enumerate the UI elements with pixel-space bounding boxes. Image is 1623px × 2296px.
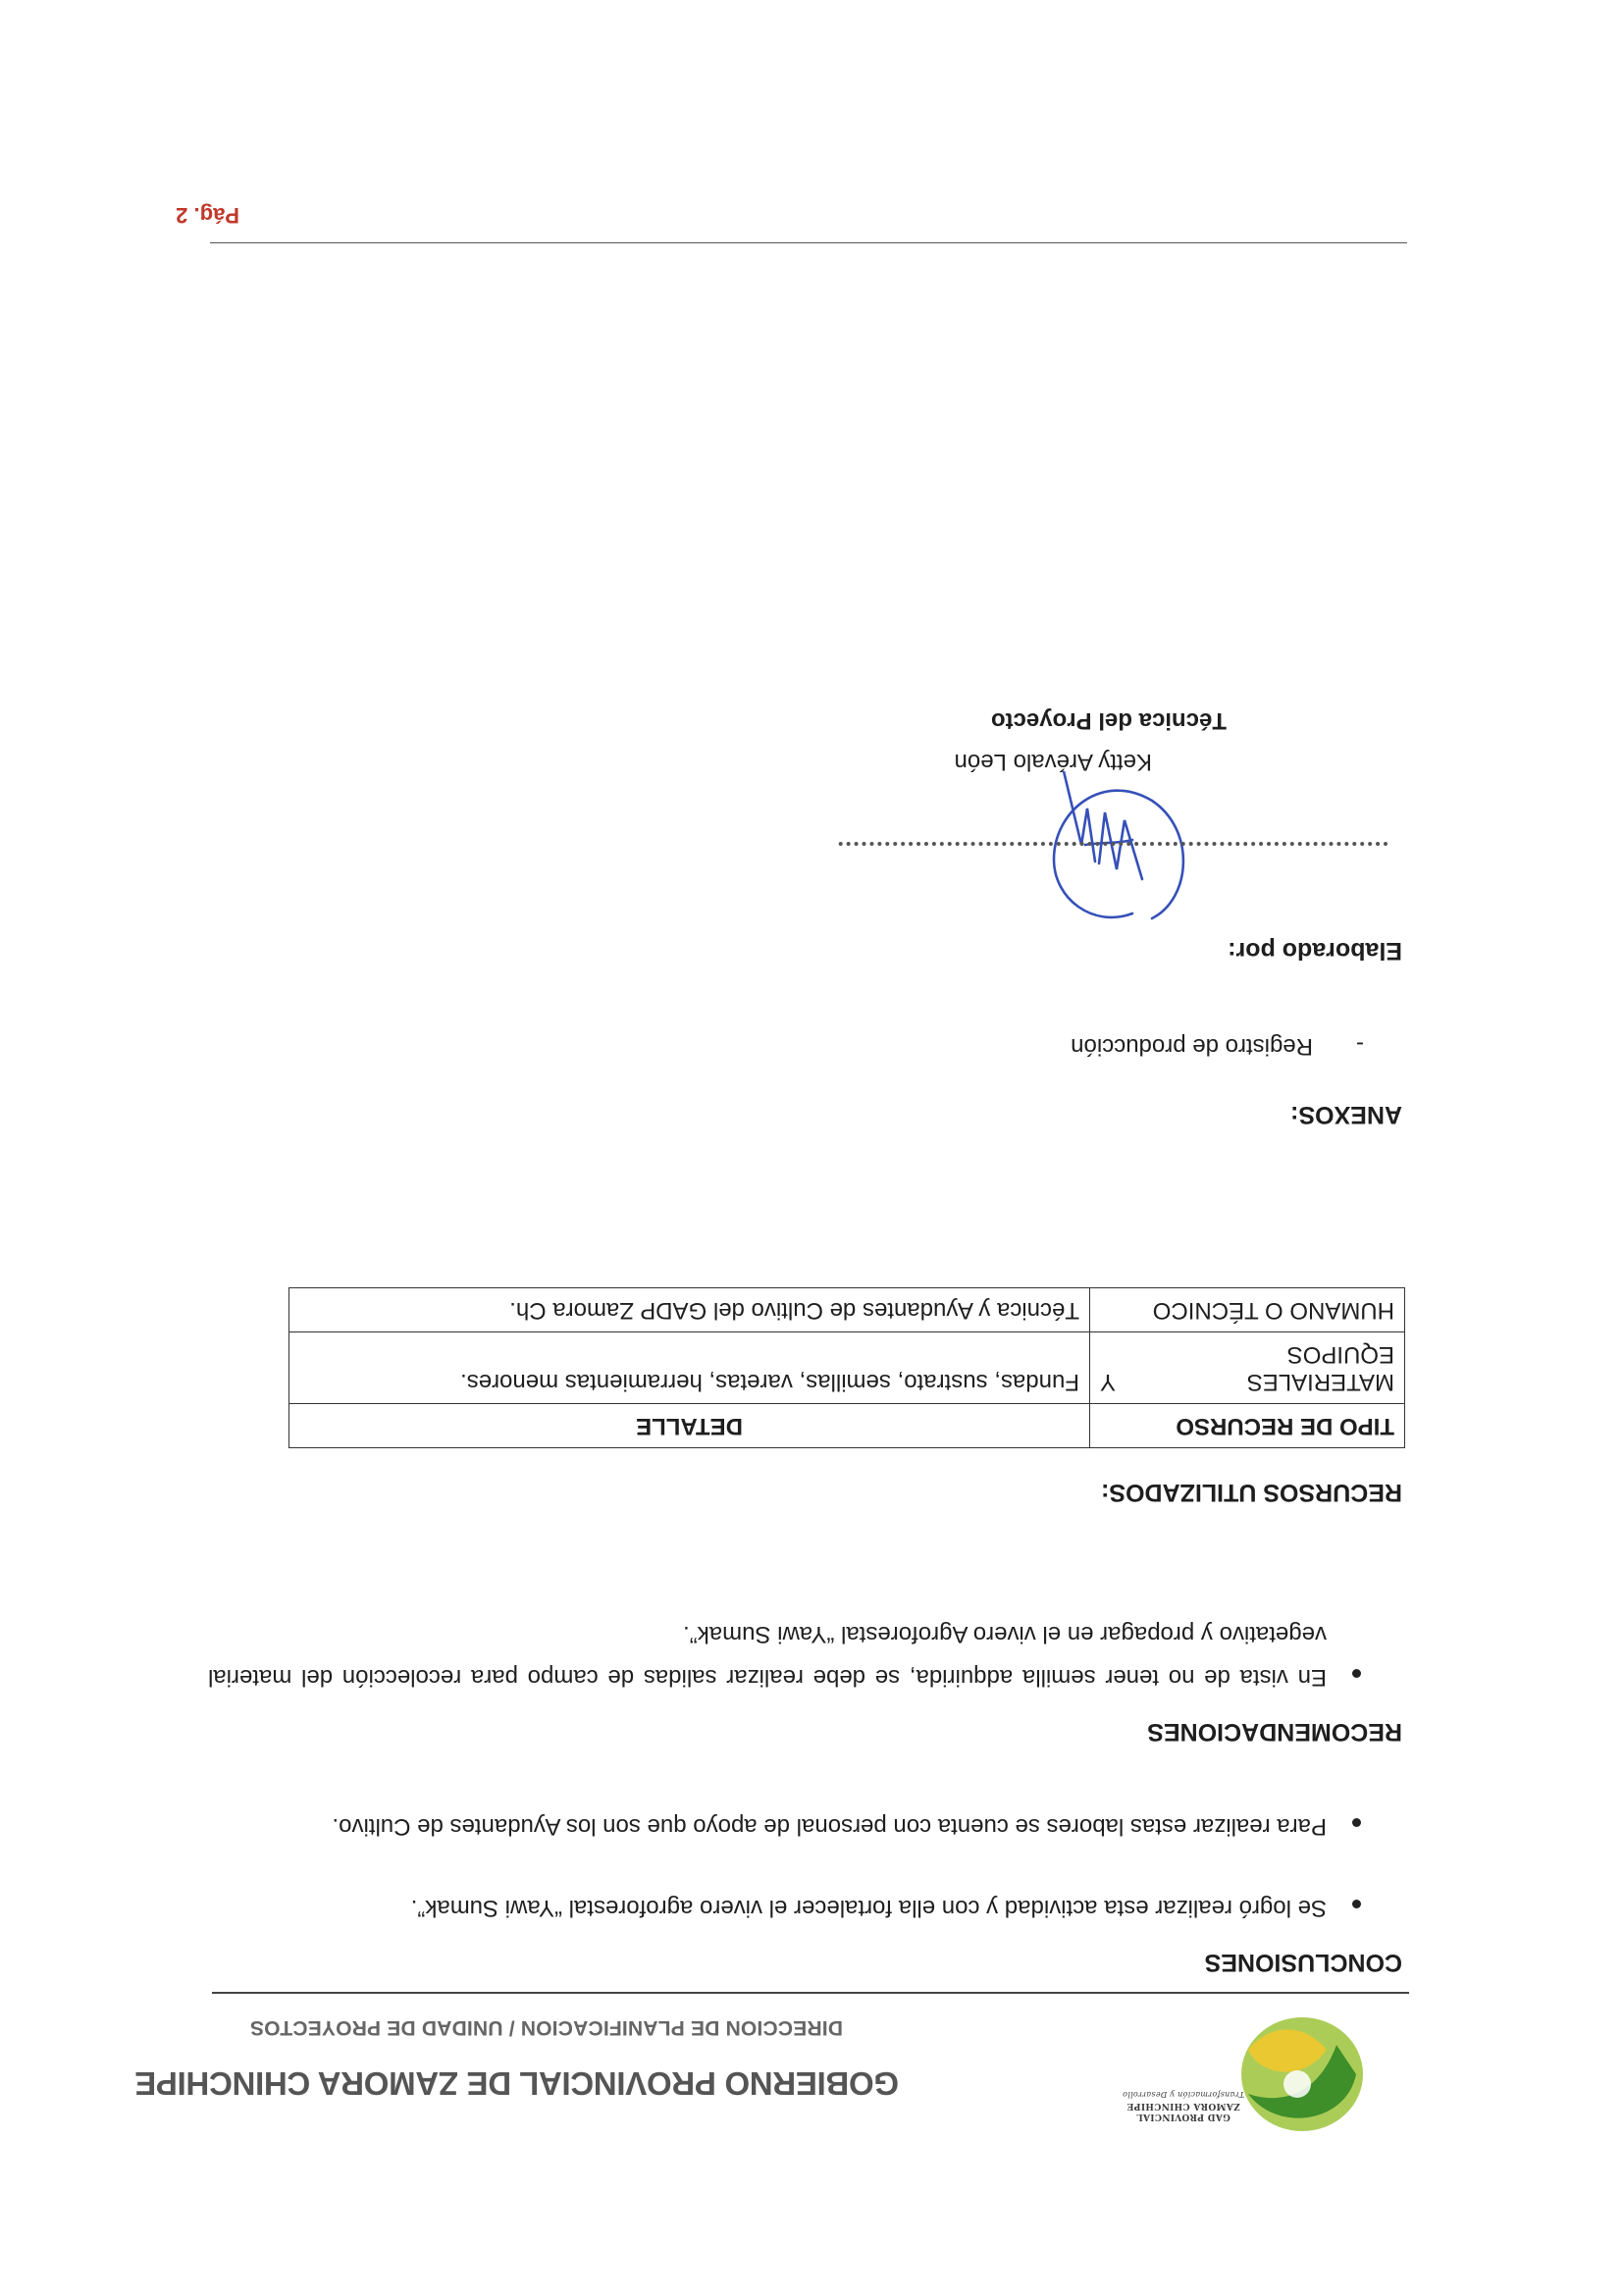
tipo-line-2: EQUIPOS [1286, 1341, 1394, 1368]
bullet-icon [1352, 1900, 1361, 1908]
column-header-tipo: TIPO DE RECURSO [1090, 1404, 1405, 1448]
recommendation-item-1: En vista de no tener semilla adquirida, se debe realizar salidas de campo para recolección del material vegetativo y propagar en el vivero Agroforestal “Yawi Sumak”. [208, 1621, 1327, 1691]
logo-line-3: Transformación y Desarrollo [1122, 2090, 1245, 2099]
detalle-cell: Técnica y Ayudantes de Cultivo del GADP Zamora Ch. [289, 1288, 1090, 1332]
anexo-dash: - [1356, 1031, 1364, 1058]
signature-image [1024, 771, 1211, 938]
footer-divider [210, 242, 1407, 243]
tipo-y: Y [1100, 1369, 1117, 1395]
bullet-icon [1352, 1818, 1361, 1827]
recomendaciones-heading: RECOMENDACIONES [1147, 1718, 1402, 1746]
recursos-table [288, 1287, 1405, 1448]
government-title: GOBIERNO PROVINCIAL DE ZAMORA CHINCHIPE [134, 2065, 899, 2102]
page-number: Pág. 2 [176, 203, 239, 228]
tipo-cell [1090, 1332, 1405, 1404]
elaborado-por-label: Elaborado por: [1228, 937, 1402, 965]
anexo-item-1: Registro de producción [1071, 1033, 1313, 1060]
tipo-cell: HUMANO O TÉCNICO [1090, 1288, 1405, 1332]
column-header-detalle: DETALLE [289, 1404, 1090, 1448]
header-divider [212, 1992, 1409, 1994]
conclusiones-heading: CONCLUSIONES [1204, 1949, 1402, 1976]
logo-line-2: ZAMORA CHINCHIPE [1126, 2101, 1240, 2111]
conclusion-item-2: Para realizar estas labores se cuenta con personal de apoyo que son los Ayudantes de Cultivo. [332, 1813, 1327, 1840]
gad-logo [1229, 1996, 1395, 2143]
table-row [289, 1288, 1405, 1332]
recursos-heading: RECURSOS UTILIZADOS: [1101, 1479, 1402, 1506]
conclusion-item-1: Se logró realizar esta actividad y con ella fortalecer el vivero agroforestal “Yawi Sumak”. [410, 1895, 1327, 1921]
table-row [289, 1332, 1405, 1404]
table-header-row [289, 1404, 1405, 1448]
logo-line-1: GAD PROVINCIAL [1136, 2112, 1230, 2121]
detalle-cell: Fundas, sustrato, semillas, varetas, herramientas menores. [289, 1332, 1090, 1404]
anexos-heading: ANEXOS: [1290, 1101, 1402, 1128]
bullet-icon [1352, 1669, 1361, 1678]
signer-name: Ketty Arévalo León [954, 749, 1152, 775]
signer-role: Técnica del Proyecto [990, 707, 1227, 734]
logo-caption [1115, 2089, 1252, 2121]
signature-line [838, 842, 1387, 846]
government-subtitle: DIRECCION DE PLANIFICACION / UNIDAD DE PROYECTOS [249, 2016, 843, 2039]
tipo-line-1: MATERIALES [1246, 1369, 1394, 1395]
